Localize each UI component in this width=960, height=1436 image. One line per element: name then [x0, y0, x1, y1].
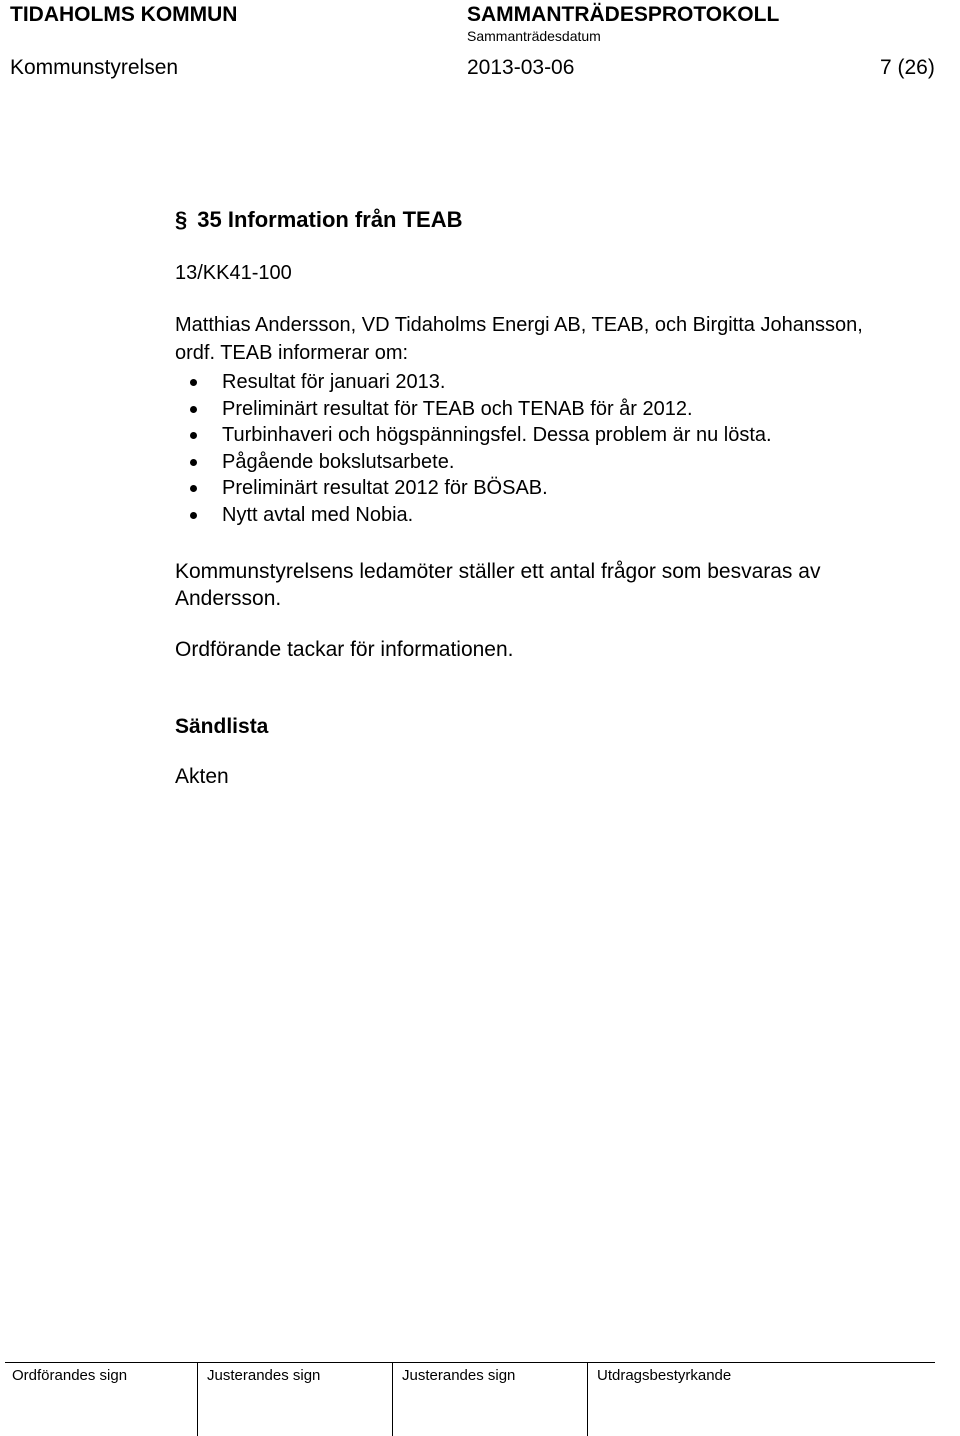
- list-item: Pågående bokslutsarbete.: [175, 449, 772, 476]
- signature-box-divider: [587, 1362, 588, 1436]
- case-number: 13/KK41-100: [175, 262, 292, 284]
- paragraph-sign-icon: §: [175, 207, 188, 232]
- list-item: Preliminärt resultat 2012 för BÖSAB.: [175, 475, 772, 502]
- distribution-list-heading: Sändlista: [175, 715, 269, 738]
- distribution-list-item: Akten: [175, 765, 229, 788]
- signature-box-divider: [392, 1362, 393, 1436]
- committee-name: Kommunstyrelsen: [10, 56, 179, 79]
- signature-divider: [5, 1362, 935, 1363]
- information-list: [175, 369, 772, 528]
- bullet-icon: [190, 459, 197, 466]
- meeting-date: 2013-03-06: [467, 56, 575, 79]
- page-number: 7 (26): [880, 56, 935, 79]
- bullet-icon: [190, 485, 197, 492]
- intro-text-line-1: Matthias Andersson, VD Tidaholms Energi AB, TEAB, och Birgitta Johansson,: [175, 314, 863, 336]
- section-heading: [175, 207, 463, 233]
- questions-paragraph-line-1: Kommunstyrelsens ledamöter ställer ett antal frågor som besvaras av: [175, 560, 821, 583]
- bullet-icon: [190, 512, 197, 519]
- chair-thanks-paragraph: Ordförande tackar för informationen.: [175, 638, 514, 661]
- date-caption: Sammanträdesdatum: [467, 28, 601, 44]
- signature-box-adjuster-1: Justerandes sign: [207, 1367, 321, 1384]
- bullet-icon: [190, 432, 197, 439]
- bullet-icon: [190, 406, 197, 413]
- intro-text-line-2: ordf. TEAB informerar om:: [175, 342, 409, 364]
- list-item: Preliminärt resultat för TEAB och TENAB för år 2012.: [175, 396, 772, 423]
- signature-box-certification: Utdragsbestyrkande: [597, 1367, 732, 1384]
- bullet-icon: [190, 379, 197, 386]
- signature-box-chair: Ordförandes sign: [12, 1367, 128, 1384]
- questions-paragraph-line-2: Andersson.: [175, 587, 282, 610]
- document-type: SAMMANTRÄDESPROTOKOLL: [467, 3, 780, 26]
- section-title: 35 Information från TEAB: [197, 207, 463, 232]
- organization-name: TIDAHOLMS KOMMUN: [10, 3, 238, 26]
- signature-box-adjuster-2: Justerandes sign: [402, 1367, 516, 1384]
- list-item: Resultat för januari 2013.: [175, 369, 772, 396]
- list-item: Nytt avtal med Nobia.: [175, 502, 772, 529]
- list-item: Turbinhaveri och högspänningsfel. Dessa problem är nu lösta.: [175, 422, 772, 449]
- signature-box-divider: [197, 1362, 198, 1436]
